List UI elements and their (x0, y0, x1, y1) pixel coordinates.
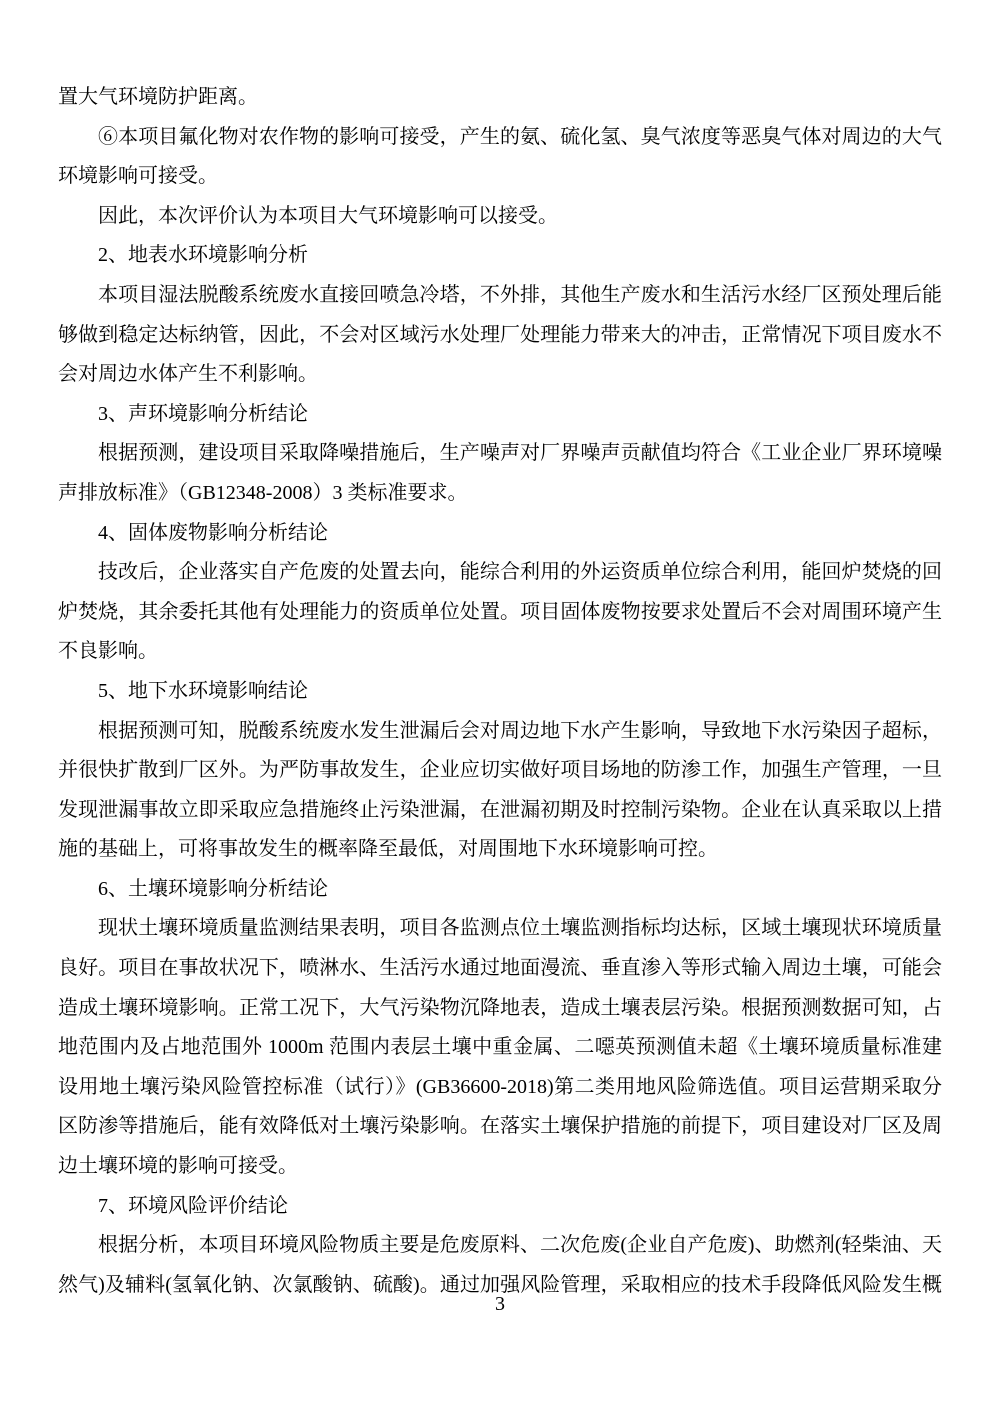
section-heading: 2、地表水环境影响分析 (98, 244, 308, 267)
text-line: 不良影响。 (58, 640, 158, 663)
text-line: 本项目湿法脱酸系统废水直接回喷急冷塔，不外排，其他生产废水和生活污水经厂区预处理后能 (98, 283, 942, 306)
text-line: 环境影响可接受。 (58, 165, 218, 188)
document-body (58, 78, 942, 1305)
text-line: 发现泄漏事故立即采取应急措施终止污染泄漏，在泄漏初期及时控制污染物。企业在认真采取以上措 (58, 798, 942, 821)
text-line: 设用地土壤污染风险管控标准（试行）》(GB36600-2018)第二类用地风险筛选值。项目运营期采取分 (58, 1075, 942, 1098)
text-line: 声排放标准》（GB12348-2008）3 类标准要求。 (58, 481, 468, 504)
text-line: 根据预测可知，脱酸系统废水发生泄漏后会对周边地下水产生影响，导致地下水污染因子超标， (98, 719, 942, 742)
section-heading: 5、地下水环境影响结论 (98, 679, 308, 702)
text-line: 并很快扩散到厂区外。为严防事故发生，企业应切实做好项目场地的防渗工作，加强生产管理，一旦 (58, 759, 942, 782)
text-line: 区防渗等措施后，能有效降低对土壤污染影响。在落实土壤保护措施的前提下，项目建设对厂区及周 (58, 1115, 942, 1138)
text-line: 边土壤环境的影响可接受。 (58, 1155, 298, 1178)
text-line: 然气)及辅料(氢氧化钠、次氯酸钠、硫酸)。通过加强风险管理，采取相应的技术手段降低风险发生概 (58, 1273, 942, 1296)
text-line: 造成土壤环境影响。正常工况下，大气污染物沉降地表，造成土壤表层污染。根据预测数据可知，占 (58, 996, 942, 1019)
page-number: 3 (495, 1293, 505, 1315)
text-line: 根据分析，本项目环境风险物质主要是危废原料、二次危废(企业自产危废)、助燃剂(轻柴油、天 (98, 1234, 942, 1257)
text-line: 施的基础上，可将事故发生的概率降至最低，对周围地下水环境影响可控。 (58, 838, 718, 861)
text-line: ⑥本项目氟化物对农作物的影响可接受，产生的氨、硫化氢、臭气浓度等恶臭气体对周边的大气 (98, 125, 942, 148)
text-line: 炉焚烧，其余委托其他有处理能力的资质单位处置。项目固体废物按要求处置后不会对周围环境产生 (58, 600, 942, 623)
text-line: 根据预测，建设项目采取降噪措施后，生产噪声对厂界噪声贡献值均符合《工业企业厂界环境噪 (98, 442, 942, 465)
text-line: 良好。项目在事故状况下，喷淋水、生活污水通过地面漫流、垂直渗入等形式输入周边土壤，可能会 (58, 957, 942, 980)
text-line: 因此，本次评价认为本项目大气环境影响可以接受。 (98, 204, 558, 227)
text-line: 够做到稳定达标纳管，因此，不会对区域污水处理厂处理能力带来大的冲击，正常情况下项目废水不 (58, 323, 942, 346)
section-heading: 3、声环境影响分析结论 (98, 402, 308, 425)
text-line: 置大气环境防护距离。 (58, 86, 258, 108)
section-heading: 7、环境风险评价结论 (98, 1194, 288, 1217)
section-heading: 6、土壤环境影响分析结论 (98, 877, 328, 900)
section-heading: 4、固体废物影响分析结论 (98, 521, 328, 544)
text-line: 技改后，企业落实自产危废的处置去向，能综合利用的外运资质单位综合利用，能回炉焚烧的回 (98, 561, 942, 584)
text-line: 会对周边水体产生不利影响。 (58, 363, 318, 386)
text-line: 现状土壤环境质量监测结果表明，项目各监测点位土壤监测指标均达标，区域土壤现状环境质量 (98, 917, 942, 940)
text-line: 地范围内及占地范围外 1000m 范围内表层土壤中重金属、二噁英预测值未超《土壤环境质量标准建 (58, 1036, 942, 1059)
